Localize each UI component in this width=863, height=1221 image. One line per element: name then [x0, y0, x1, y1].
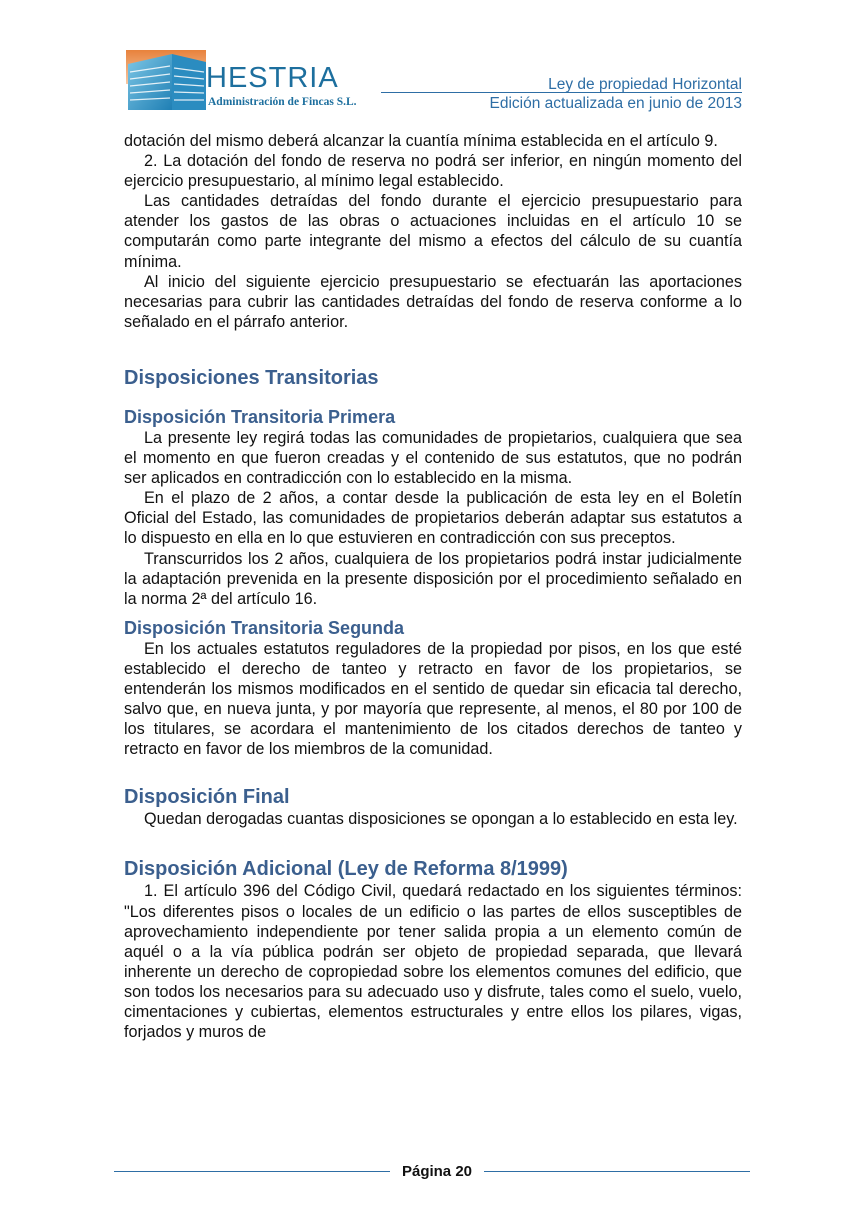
- paragraph: Quedan derogadas cuantas disposiciones se opongan a lo establecido en esta ley.: [144, 810, 738, 829]
- section-heading: Disposición Adicional (Ley de Reforma 8/1999): [124, 858, 568, 881]
- paragraph: 1. El artículo 396 del Código Civil, quedará redactado en los siguientes términos: "Los diferentes pisos o locales de un edificio o las partes de ellos susceptibles de aprovechamiento independiente por tener salida propia a un elemento común de aquél o a la vía pública podrán ser objeto de propiedad separada, que llevará inherente un derecho de copropiedad sobre los elementos comunes del edificio, que son todos los necesarios para su adecuado uso y disfrute, tales como el suelo, vuelo, cimentaciones y cubiertas, elementos estructurales y entre ellos los pilares, vigas, forjados y muros de: [124, 882, 742, 1042]
- footer-divider-left: [114, 1171, 390, 1172]
- footer-divider-right: [484, 1171, 750, 1172]
- paragraph: Al inicio del siguiente ejercicio presupuestario se efectuarán las aportaciones necesarias para cubrir las cantidades detraídas del fondo de reserva conforme a lo señalado en el párrafo anterior.: [124, 272, 742, 331]
- subsection-heading: Disposición Transitoria Primera: [124, 406, 396, 427]
- paragraph: Transcurridos los 2 años, cualquiera de los propietarios podrá instar judicialmente la adaptación prevenida en la presente disposición por el procedimiento señalado en la norma 2ª del artículo 16.: [124, 549, 742, 608]
- header-title: Ley de propiedad Horizontal: [548, 76, 742, 93]
- header-edition: Edición actualizada en junio de 2013: [489, 95, 742, 112]
- document-body: [124, 131, 742, 1042]
- section-heading: Disposiciones Transitorias: [124, 366, 379, 389]
- subsection-heading: Disposición Transitoria Segunda: [124, 617, 405, 638]
- building-logo-icon: [126, 46, 208, 110]
- paragraph: La presente ley regirá todas las comunidades de propietarios, cualquiera que sea el momento en que fueron creadas y el contenido de sus estatutos, que no podrán ser aplicados en contradicción con lo establecido en la misma.: [124, 428, 742, 488]
- paragraph: 2. La dotación del fondo de reserva no podrá ser inferior, en ningún momento del ejercicio presupuestario, al mínimo legal establecido.: [124, 152, 742, 191]
- paragraph: En los actuales estatutos reguladores de la propiedad por pisos, en los que esté establecido el derecho de tanteo y retracto en favor de los propietarios, se entenderán los mismos modificados en el sentido de quedar sin eficacia tal derecho, salvo que, en nueva junta, y por mayoría que represente, al menos, el 80 por 100 de los titulares, se acordara el mantenimiento de los citados derechos de tanteo y retracto en favor de los miembros de la comunidad.: [124, 639, 742, 759]
- page-number: Página 20: [401, 1163, 473, 1180]
- paragraph: En el plazo de 2 años, a contar desde la publicación de esta ley en el Boletín Oficial del Estado, las comunidades de propietarios deberán adaptar sus estatutos a lo dispuesto en ella en lo que estuvieren en contradicción con sus preceptos.: [124, 489, 742, 548]
- paragraph: Las cantidades detraídas del fondo durante el ejercicio presupuestario para atender los gastos de las obras o actuaciones incluidas en el artículo 10 se computarán como parte integrante del mismo a efectos del cálculo de su cuantía mínima.: [124, 192, 742, 271]
- hestria-logo: [126, 46, 376, 110]
- section-heading: Disposición Final: [124, 786, 290, 809]
- header-divider: [381, 92, 742, 93]
- logo-name: HESTRIA: [206, 62, 339, 94]
- logo-subtitle: Administración de Fincas S.L.: [208, 96, 357, 108]
- paragraph: dotación del mismo deberá alcanzar la cuantía mínima establecida en el artículo 9.: [124, 132, 718, 150]
